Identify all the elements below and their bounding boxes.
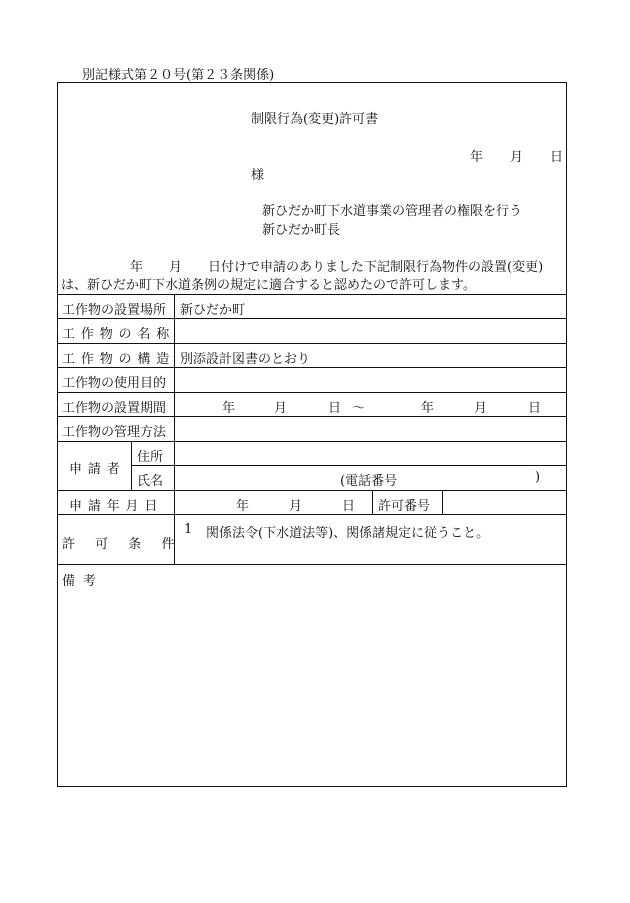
table-top-line bbox=[57, 294, 567, 295]
remarks-label: 備考 bbox=[62, 574, 104, 589]
structure-label: 工作物の構造 bbox=[62, 352, 176, 367]
purpose-label: 工作物の使用目的 bbox=[62, 376, 167, 391]
conditions-label: 許可条件 bbox=[62, 537, 195, 552]
date-month-label: 月 bbox=[510, 150, 524, 165]
apply-date-year: 年 bbox=[236, 499, 250, 514]
location-value: 新ひだか町 bbox=[180, 303, 246, 318]
date-day-label: 日 bbox=[550, 150, 564, 165]
applicant-mid-divider bbox=[131, 465, 567, 466]
period-label: 工作物の設置期間 bbox=[62, 401, 167, 416]
applicant-phone-close: ) bbox=[535, 470, 541, 485]
applicant-name-label: 氏名 bbox=[137, 474, 164, 489]
applicant-column-divider bbox=[131, 441, 132, 490]
condition-item-text: 関係法令(下水道法等)、関係諸規定に従うこと。 bbox=[206, 526, 490, 541]
body-line-1: 年 月 日付けで申請のありました下記制限行為物件の設置(変更) bbox=[130, 260, 544, 275]
row-divider bbox=[57, 367, 567, 368]
apply-date-day: 日 bbox=[342, 499, 356, 514]
period-end-day: 日 bbox=[528, 401, 542, 416]
issuer-line-1: 新ひだか町下水道事業の管理者の権限を行う bbox=[262, 204, 523, 219]
management-label: 工作物の管理方法 bbox=[62, 425, 167, 440]
period-start-day: 日 bbox=[328, 401, 342, 416]
form-title: 制限行為(変更)許可書 bbox=[251, 112, 379, 127]
addressee-suffix: 様 bbox=[251, 168, 265, 183]
row-divider bbox=[57, 514, 567, 515]
row-divider bbox=[57, 490, 567, 491]
body-line-2: は、新ひだか町下水道条例の規定に適合すると認めたので許可します。 bbox=[61, 278, 476, 293]
structure-value: 別添設計図書のとおり bbox=[180, 352, 311, 367]
period-end-month: 月 bbox=[474, 401, 488, 416]
applicant-phone-label: (電話番号 bbox=[340, 474, 398, 489]
permit-number-label: 許可番号 bbox=[378, 499, 431, 514]
apply-date-label: 申請年月日 bbox=[69, 499, 164, 514]
issuer-line-2: 新ひだか町長 bbox=[262, 223, 341, 238]
row-divider bbox=[57, 343, 567, 344]
apply-date-month: 月 bbox=[289, 499, 303, 514]
condition-item-number: 1 bbox=[184, 522, 193, 537]
period-tilde: ～ bbox=[352, 401, 366, 416]
period-end-year: 年 bbox=[421, 401, 435, 416]
row-divider bbox=[57, 318, 567, 319]
row-divider bbox=[57, 441, 567, 442]
applicant-address-label: 住所 bbox=[137, 450, 164, 465]
location-label: 工作物の設置場所 bbox=[62, 303, 167, 318]
form-number: 別記様式第２０号(第２３条関係) bbox=[82, 68, 275, 83]
permit-number-left-divider bbox=[372, 490, 373, 514]
row-divider bbox=[57, 416, 567, 417]
period-start-month: 月 bbox=[274, 401, 288, 416]
period-start-year: 年 bbox=[222, 401, 236, 416]
row-divider bbox=[57, 564, 567, 565]
row-divider bbox=[57, 392, 567, 393]
permit-number-right-divider bbox=[442, 490, 443, 514]
applicant-label: 申請者 bbox=[69, 462, 126, 477]
name-label: 工作物の名称 bbox=[62, 327, 176, 342]
date-year-label: 年 bbox=[470, 150, 484, 165]
